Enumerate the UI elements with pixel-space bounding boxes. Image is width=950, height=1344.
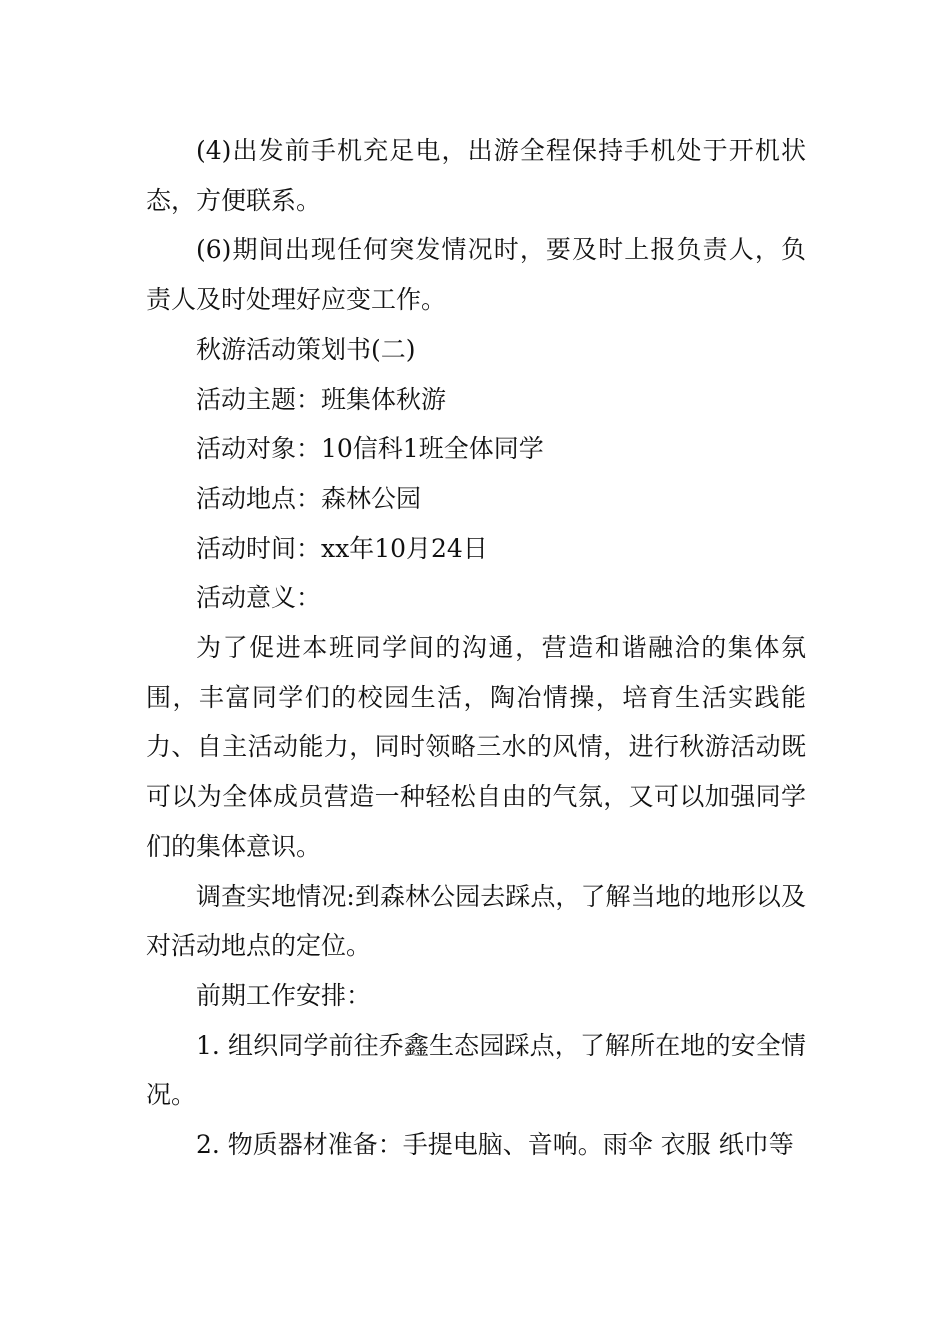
activity-significance-text: 为了促进本班同学间的沟通，营造和谐融洽的集体氛围，丰富同学们的校园生活，陶冶情操，培育生活实践能力、自主活动能力，同时领略三水的风情，进行秋游活动既可以为全体成员营造一种轻松自由的气氛，又可以加强同学们的集体意识。 bbox=[146, 633, 806, 861]
activity-significance-label: 活动意义： bbox=[196, 583, 322, 613]
activity-time: 活动时间：xx年10月24日 bbox=[196, 533, 488, 563]
activity-participants: 活动对象：10信科1班全体同学 bbox=[196, 434, 544, 464]
section-heading: 秋游活动策划书(二) bbox=[196, 334, 416, 364]
paragraph-emergency: (6)期间出现任何突发情况时，要及时上报负责人，负责人及时处理好应变工作。 bbox=[146, 235, 806, 315]
site-survey: 调查实地情况:到森林公园去踩点，了解当地的地形以及对活动地点的定位。 bbox=[146, 881, 806, 961]
activity-theme: 活动主题：班集体秋游 bbox=[196, 384, 447, 414]
document-page bbox=[146, 126, 806, 1170]
preparation-item-2: 2. 物质器材准备：手提电脑、音响。雨伞 衣服 纸巾等 bbox=[196, 1130, 794, 1160]
preparation-item-1: 1. 组织同学前往乔鑫生态园踩点，了解所在地的安全情况。 bbox=[146, 1030, 806, 1110]
paragraph-safety-phone: (4)出发前手机充足电，出游全程保持手机处于开机状态，方便联系。 bbox=[146, 136, 806, 215]
activity-location: 活动地点：森林公园 bbox=[196, 483, 422, 513]
preparation-heading: 前期工作安排： bbox=[196, 980, 372, 1010]
